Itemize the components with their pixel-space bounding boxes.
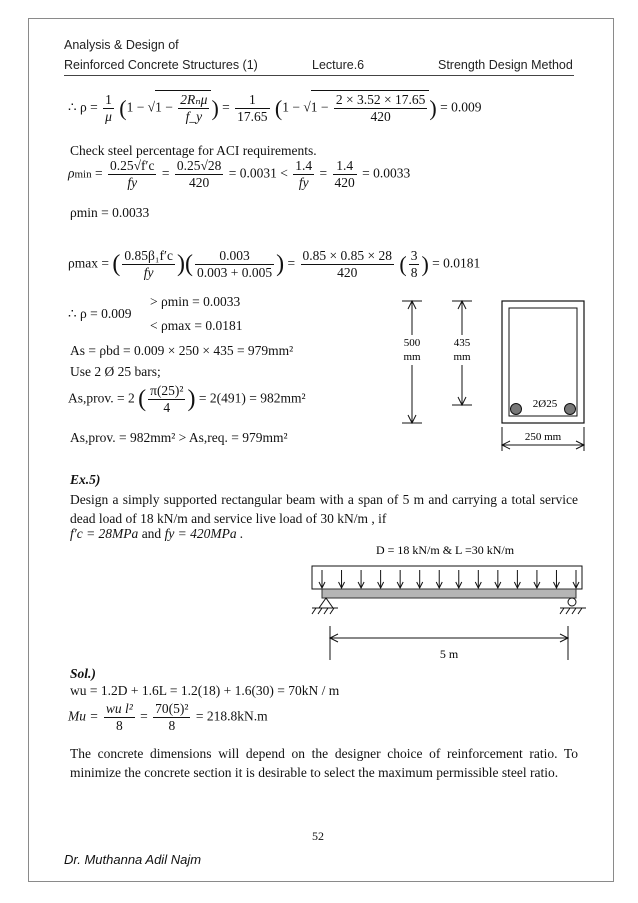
height-unit: mm: [403, 351, 421, 363]
height-value: 500: [403, 337, 421, 349]
example-statement: Design a simply supported rectangular beam with a span of 5 m and carrying a total service dead load of 18 kN/m and service live load of 30 kN/m , if: [70, 492, 578, 526]
header-rule: [64, 75, 574, 76]
mu-equation: Mu = $\frac{\text{wu l²}}{8}$ = $\frac{\text{70(5)²}}{8}$ = 218.8kN.m: [68, 701, 268, 733]
rebar-label: 2Ø25: [532, 398, 558, 410]
example-properties: f′c = 28MPa and fy = 420MPa .: [70, 526, 244, 541]
beam-member: [322, 589, 576, 598]
rho-min-equation: ρmin = $\frac{0.25√f'c}{fy}$ = $\frac{0.25√28}{420}$ = 0.0031 < $\frac{1.4}{fy}$ = $\frac{1.4}{420}$ = 0.0033: [68, 158, 411, 190]
rho-check-lt: < ρmax = 0.0181: [150, 318, 243, 333]
topic-label: Strength Design Method: [438, 58, 573, 72]
author-footer: Dr. Muthanna Adil Najm: [64, 852, 202, 867]
page-number: 52: [312, 829, 324, 843]
depth-value: 435: [453, 337, 471, 349]
beam-loading-figure: [300, 542, 600, 667]
check-text: Check steel percentage for ACI requirements.: [70, 143, 317, 158]
load-label: D = 18 kN/m & L =30 kN/m: [375, 543, 515, 557]
wu-equation: wu = 1.2D + 1.6L = 1.2(18) + 1.6(30) = 70kN / m: [70, 683, 340, 698]
rho-check-gt: > ρmin = 0.0033: [150, 294, 241, 309]
rho-max-equation: ρmax = ( $\frac{\text{0.85β₁f′c}}{fy}$ )( $\frac{0.003}{0.003 + 0.005}$ ) = $\frac{0.85 \times 0.85 \times 28}{420}$ ( $\frac{3}{8}$ ) = 0.0181: [68, 248, 481, 280]
as-equation: As = ρbd = 0.009 × 250 × 435 = 979mm²: [70, 343, 294, 358]
beam-section-figure: [390, 295, 600, 455]
as-prov-equation: As,prov. = 2 ( $\frac{\text{π(25)²}}{4}$ ) = 2(491) = 982mm²: [68, 383, 306, 415]
solution-title: Sol.): [70, 666, 96, 681]
depth-unit: mm: [453, 351, 471, 363]
rho-check-lead: ∴ ρ = 0.009: [68, 306, 132, 321]
rebar-left: [511, 404, 522, 415]
course-title-line1: Analysis & Design of: [64, 38, 179, 52]
roller-hatch: [560, 608, 582, 614]
width-value: 250 mm: [524, 431, 562, 443]
example-title: Ex.5): [70, 472, 101, 487]
solution-paragraph: The concrete dimensions will depend on the designer choice of reinforcement ratio. To minimize the concrete section it is desirable to select the maximum permissible steel ratio.: [70, 746, 578, 780]
pin-support: [319, 598, 333, 608]
as-prov-compare: As,prov. = 982mm² > As,req. = 979mm²: [70, 430, 288, 445]
roller-support: [568, 598, 576, 606]
use-bars-text: Use 2 Ø 25 bars;: [70, 364, 161, 379]
pin-hatch: [312, 608, 334, 614]
rebar-right: [565, 404, 576, 415]
load-block: [312, 566, 582, 589]
course-title-line2: Reinforced Concrete Structures (1): [64, 58, 258, 72]
rho-min-final: ρmin = 0.0033: [70, 205, 150, 220]
rho-equation: ∴ ρ = $\frac{1}{\mu}$ (1 − √1 − $\frac{\text{2Rₙμ}}{f\_y}$ ) = $\frac{1}{17.65}$ (1 − √1 − $\frac{2 \times 3.52 \times 17.65}{420}$ ) = 0.009: [68, 92, 482, 124]
lecture-label: Lecture.6: [312, 58, 365, 72]
span-label: 5 m: [439, 647, 459, 661]
